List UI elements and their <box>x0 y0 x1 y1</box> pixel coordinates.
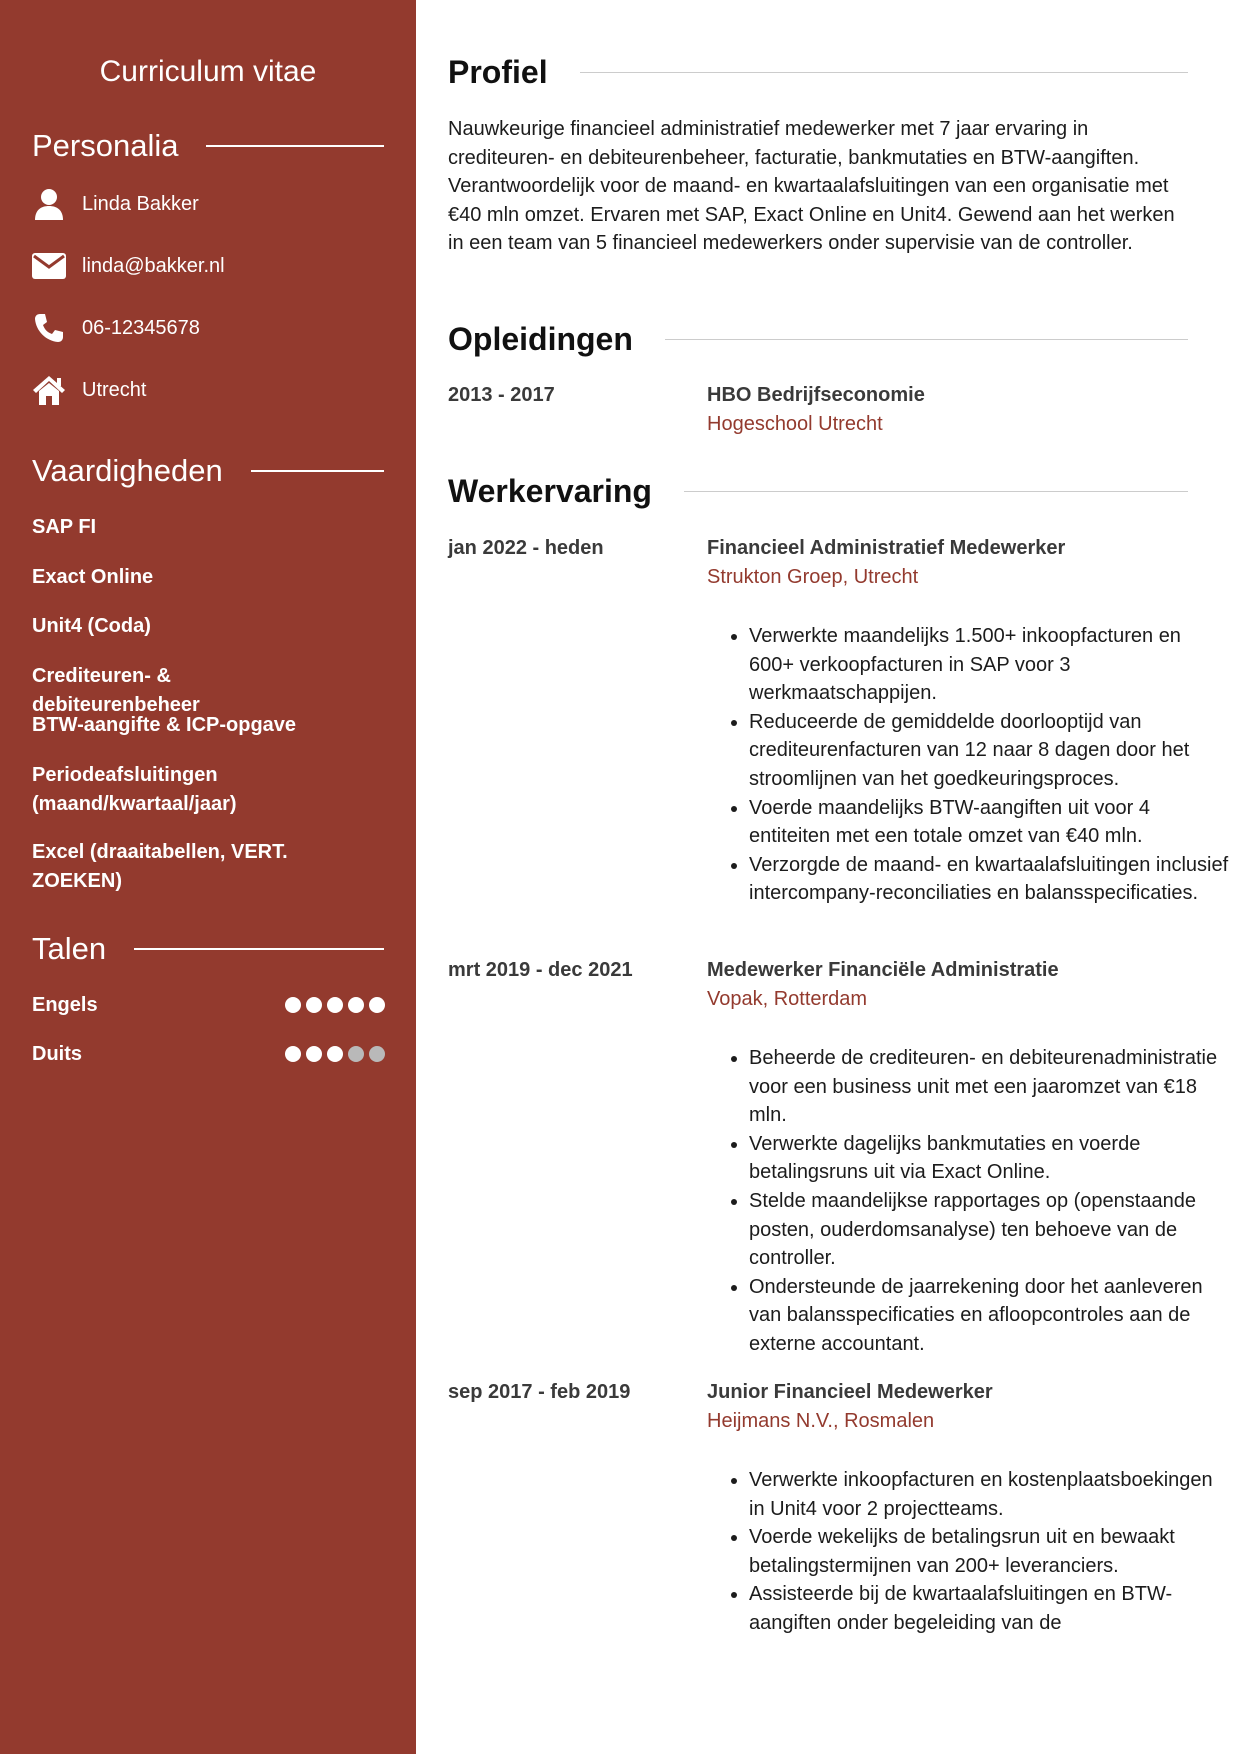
skill-item: BTW-aangifte & ICP-opgave <box>32 714 297 736</box>
level-dot-empty <box>369 1046 385 1062</box>
entry-title: Junior Financieel Medewerker <box>707 1381 993 1403</box>
bullet-item: • Voerde wekelijks de betalingsrun uit en bewaakt betalingstermijnen van 200+ leveranciers. <box>749 1523 1229 1580</box>
bullet-item: • Verzorgde de maand- en kwartaalafsluitingen inclusief intercompany-reconciliaties en balansspecificaties. <box>749 851 1229 908</box>
level-dot-filled <box>327 1046 343 1062</box>
language-name: Engels <box>32 993 98 1016</box>
bullet-item: • Verwerkte inkoopfacturen en kostenplaatsboekingen in Unit4 voor 2 projectteams. <box>749 1466 1229 1523</box>
main-content <box>448 0 1229 1754</box>
level-dot-filled <box>285 1046 301 1062</box>
bullet-item: • Beheerde de crediteuren- en debiteurenadministratie voor een business unit met een jaaromzet van €18 mln. <box>749 1044 1229 1130</box>
level-dot-filled <box>348 997 364 1013</box>
language-row <box>32 990 385 1020</box>
skill-item: Exact Online <box>32 566 154 588</box>
entry-period: 2013 - 2017 <box>448 384 555 406</box>
heading-rule <box>134 948 384 950</box>
skill-item: Unit4 (Coda) <box>32 615 151 637</box>
profile-text: Nauwkeurige financieel administratief medewerker met 7 jaar ervaring in crediteuren- en debiteurenbeheer, facturatie, bankmutaties en BTW-aangiften. Verantwoordelijk voor de maand- en kwartaalafsluitingen van een organisatie met €40 mln omzet. Ervaren met SAP, Exact Online en Unit4. Gewend aan het werken in een team van 5 financieel medewerkers onder supervisie van de controller. <box>448 118 1175 255</box>
skill-item: Periodeafsluitingen (maand/kwartaal/jaar) <box>32 764 237 815</box>
profile-heading <box>448 52 1188 92</box>
user-icon <box>32 187 66 221</box>
education-heading-label: Opleidingen <box>448 320 633 357</box>
level-dot-filled <box>285 997 301 1013</box>
skills-heading-label: Vaardigheden <box>32 453 223 488</box>
level-dot-filled <box>306 1046 322 1062</box>
skills-heading <box>32 451 384 491</box>
personalia-heading-label: Personalia <box>32 128 179 163</box>
bullet-item: • Verwerkte maandelijks 1.500+ inkoopfacturen en 600+ verkoopfacturen in SAP voor 3 werkmaatschappijen. <box>749 622 1229 708</box>
entry-title: Financieel Administratief Medewerker <box>707 537 1066 559</box>
language-level <box>285 1046 385 1062</box>
phone-icon <box>32 311 66 345</box>
contact-email-text[interactable]: linda@bakker.nl <box>82 254 225 277</box>
sidebar <box>0 0 416 1754</box>
experience-heading <box>448 471 1188 511</box>
heading-rule <box>206 145 384 147</box>
heading-rule <box>665 339 1188 340</box>
skill-item: Crediteuren- & debiteurenbeheer <box>32 665 200 716</box>
entry-period: mrt 2019 - dec 2021 <box>448 959 633 981</box>
entry-org: Hogeschool Utrecht <box>707 413 883 435</box>
skill-item: SAP FI <box>32 516 97 538</box>
profile-heading-label: Profiel <box>448 53 548 90</box>
entry-title: Medewerker Financiële Administratie <box>707 959 1059 981</box>
language-row <box>32 1039 385 1069</box>
entry-period: sep 2017 - feb 2019 <box>448 1381 631 1403</box>
contact-phone[interactable] <box>32 310 200 346</box>
heading-rule <box>580 72 1188 73</box>
bullet-item: • Voerde maandelijks BTW-aangiften uit voor 4 entiteiten met een totale omzet van €40 mln. <box>749 794 1229 851</box>
experience-heading-label: Werkervaring <box>448 472 652 509</box>
language-name: Duits <box>32 1042 82 1065</box>
bullet-item: • Assisteerde bij de kwartaalafsluitingen en BTW-aangiften onder begeleiding van de <box>749 1580 1229 1637</box>
contact-city <box>32 372 146 408</box>
contact-city-text: Utrecht <box>82 378 147 401</box>
entry-bullets <box>707 622 1229 908</box>
entry-org: Vopak, Rotterdam <box>707 988 868 1010</box>
level-dot-filled <box>369 997 385 1013</box>
entry-bullets <box>707 1466 1229 1638</box>
contact-name <box>32 186 199 222</box>
languages-heading <box>32 929 384 969</box>
entry-org: Heijmans N.V., Rosmalen <box>707 1410 935 1432</box>
languages-heading-label: Talen <box>32 931 107 966</box>
entry-org: Strukton Groep, Utrecht <box>707 566 919 588</box>
heading-rule <box>684 491 1188 492</box>
heading-rule <box>251 470 384 472</box>
skill-item: Excel (draaitabellen, VERT. ZOEKEN) <box>32 841 288 892</box>
bullet-item: • Stelde maandelijkse rapportages op (openstaande posten, ouderdomsanalyse) ten behoeve van de controller. <box>749 1187 1229 1273</box>
cv-title: Curriculum vitae <box>99 55 317 88</box>
education-heading <box>448 319 1188 359</box>
contact-phone-text[interactable]: 06-12345678 <box>82 316 200 339</box>
bullet-item: • Reduceerde de gemiddelde doorlooptijd van crediteurenfacturen van 12 naar 8 dagen door het stroomlijnen van het goedkeuringsproces. <box>749 708 1229 794</box>
envelope-icon <box>32 249 66 283</box>
level-dot-empty <box>348 1046 364 1062</box>
entry-period: jan 2022 - heden <box>448 537 604 559</box>
contact-email[interactable] <box>32 248 225 284</box>
entry-bullets <box>707 1044 1229 1359</box>
bullet-item: • Verwerkte dagelijks bankmutaties en voerde betalingsruns uit via Exact Online. <box>749 1130 1229 1187</box>
contact-name-text: Linda Bakker <box>82 192 199 215</box>
personalia-heading <box>32 126 384 166</box>
bullet-item: • Ondersteunde de jaarrekening door het aanleveren van balansspecificaties en afloopcontroles aan de externe accountant. <box>749 1273 1229 1359</box>
level-dot-filled <box>306 997 322 1013</box>
language-level <box>285 997 385 1013</box>
home-icon <box>32 373 66 407</box>
entry-title: HBO Bedrijfseconomie <box>707 384 925 406</box>
level-dot-filled <box>327 997 343 1013</box>
